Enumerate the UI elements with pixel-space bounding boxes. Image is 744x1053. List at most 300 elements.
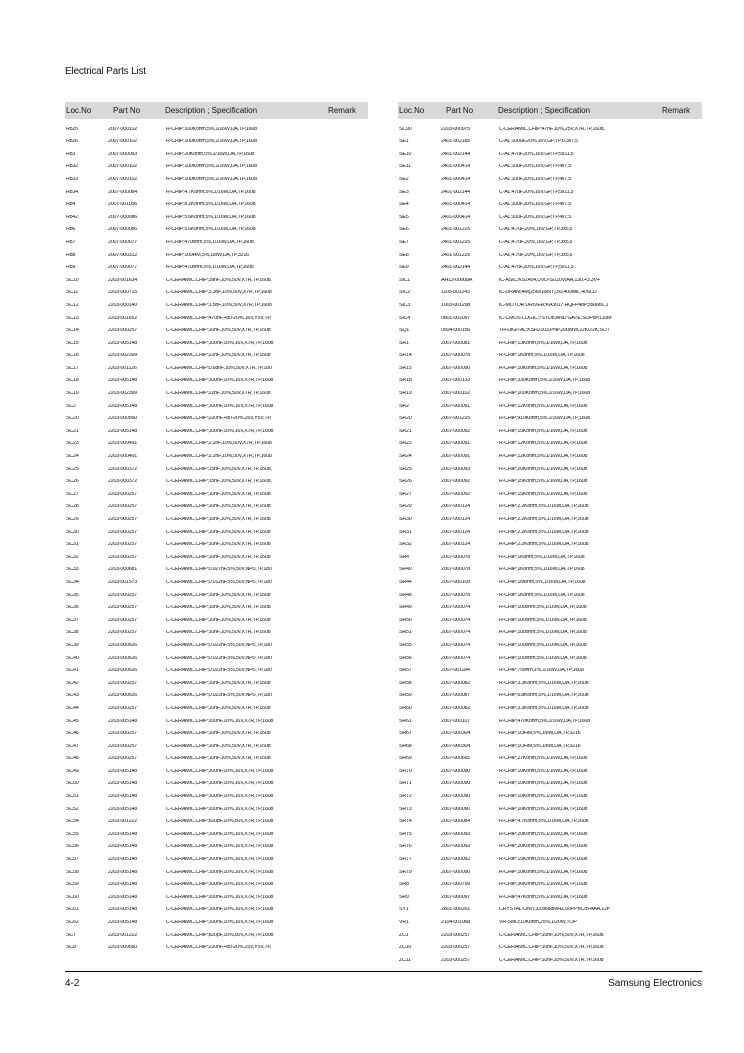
cell-loc: SC33 bbox=[66, 567, 79, 573]
cell-part: 2203-000975 bbox=[441, 126, 471, 132]
cell-part: 2007-000107 bbox=[441, 718, 471, 724]
cell-loc: SC7 bbox=[66, 932, 76, 938]
cell-desc: C-CERAMIC,CHIP;0.022nF,5%,50V,NP0,TP,180 bbox=[166, 693, 272, 699]
cell-loc: SR72 bbox=[399, 794, 412, 800]
table-row bbox=[398, 199, 702, 212]
table-row bbox=[398, 702, 702, 715]
table-row bbox=[398, 375, 702, 388]
cell-loc: SR58 bbox=[399, 680, 412, 686]
cell-desc: C-CERAMIC,CHIP;10nF,10%,50V,X7R,TP,1608 bbox=[499, 957, 604, 963]
table-row bbox=[398, 576, 702, 589]
cell-desc: C-CERAMIC,CHIP;0.022nF,5%,50V,NP0,TP,180 bbox=[166, 668, 272, 674]
cell-desc: R-CHIP;1Kohm,5%,1/16W,DA,TP,1608 bbox=[499, 554, 585, 560]
table-row bbox=[65, 413, 368, 426]
col-header-part: Part No bbox=[113, 106, 141, 115]
cell-desc: C-CERAMIC,CHIP;10nF,10%,50V,X7R,TP,1608 bbox=[166, 680, 271, 686]
cell-loc: SC90 bbox=[399, 126, 412, 132]
cell-loc: SC21 bbox=[66, 428, 79, 434]
cell-desc: C-CERAMIC,CHIP;10nF,10%,50V,X7R,TP,1608 bbox=[166, 504, 271, 510]
cell-desc: R-CHIP;12Kohm,5%,1/16W,DA,TP,1608 bbox=[499, 403, 588, 409]
table-row bbox=[398, 853, 702, 866]
cell-part: 2007-000091 bbox=[441, 403, 471, 409]
table-row bbox=[65, 816, 368, 829]
table-row bbox=[398, 614, 702, 627]
cell-desc: R-CHIP;330Kohm,5%,1/16W,DA,TP,1608 bbox=[499, 378, 590, 384]
table-row bbox=[398, 916, 702, 929]
cell-part: 2203-000140 bbox=[108, 302, 138, 308]
table-row bbox=[398, 564, 702, 577]
table-row bbox=[398, 387, 702, 400]
cell-desc: R-CHIP;20Kohm,5%,1/16W,DA,TP,1608 bbox=[499, 466, 588, 472]
cell-desc: R-CHIP;2.2Kohm,5%,1/16W,DA,TP,1608 bbox=[499, 504, 589, 510]
cell-part: 2203-000257 bbox=[441, 957, 471, 963]
cell-desc: R-CHIP;2.2Kohm,5%,1/16W,DA,TP,1608 bbox=[499, 542, 589, 548]
cell-part: 2007-000074 bbox=[441, 655, 471, 661]
col-header-desc: Description ; Specification bbox=[165, 106, 258, 115]
table-row bbox=[65, 463, 368, 476]
cell-loc: SC52 bbox=[66, 806, 79, 812]
cell-desc: C-CERAMIC,CHIP;100nF,10%,16V,X7R,TP,1608 bbox=[166, 882, 274, 888]
cell-loc: SC42 bbox=[66, 680, 79, 686]
cell-part: 2007-000090 bbox=[441, 806, 471, 812]
cell-loc: SE10 bbox=[399, 151, 412, 157]
table-row bbox=[65, 879, 368, 892]
table-row bbox=[65, 929, 368, 942]
table-row bbox=[65, 136, 368, 149]
cell-desc: R-CHIP;100HM,5%,1/8W,DA,TP,3216 bbox=[166, 252, 249, 258]
brand-name: Samsung Electronics bbox=[608, 978, 702, 989]
cell-part: 2007-000124 bbox=[441, 517, 471, 522]
cell-desc: R-CHIP;100ohm,5%,1/16W,DA,TP,1608 bbox=[499, 617, 587, 623]
cell-loc: SE3 bbox=[399, 189, 409, 195]
table-row bbox=[65, 652, 368, 665]
table-row bbox=[398, 362, 702, 375]
cell-loc: SC11 bbox=[66, 290, 79, 296]
cell-loc: SR27 bbox=[399, 491, 412, 497]
cell-desc: R-CHIP;1Kohm,5%,1/16W,DA,TP,1608 bbox=[499, 353, 585, 359]
table-row bbox=[65, 337, 368, 350]
table-body bbox=[398, 123, 702, 967]
cell-loc: SC41 bbox=[66, 668, 79, 674]
table-row bbox=[65, 614, 368, 627]
cell-part: 2203-000257 bbox=[108, 680, 138, 686]
table-row bbox=[398, 551, 702, 564]
table-row bbox=[398, 450, 702, 463]
cell-part: 2007-000090 bbox=[441, 365, 471, 371]
cell-part: 2203-000257 bbox=[108, 328, 138, 334]
cell-part: 2007-000084 bbox=[441, 819, 471, 825]
table-row bbox=[65, 690, 368, 703]
cell-part: 2401-001225 bbox=[441, 252, 471, 258]
table-row bbox=[65, 450, 368, 463]
cell-loc: SR20 bbox=[399, 416, 412, 422]
cell-desc: C-CERAMIC,CHIP;47nF,10%,25V,X7R,TP,1608, bbox=[499, 126, 605, 132]
cell-loc: SY1 bbox=[399, 907, 409, 913]
cell-part: 2007-000093 bbox=[441, 466, 471, 472]
cell-loc: SR9 bbox=[399, 894, 409, 900]
cell-desc: R-CHIP;10Kohm,5%,1/16W,DA,TP,1608 bbox=[499, 869, 588, 875]
cell-part: 2007-000074 bbox=[441, 605, 471, 611]
cell-part: 2007-000093 bbox=[108, 151, 138, 157]
cell-part: 2007-000093 bbox=[441, 831, 471, 837]
cell-loc: R86 bbox=[66, 227, 76, 233]
table-row bbox=[65, 778, 368, 791]
cell-loc: SC56 bbox=[66, 844, 79, 850]
cell-part: 2007-000077 bbox=[108, 239, 138, 245]
cell-part: 2007-000074 bbox=[441, 642, 471, 648]
col-header-remark: Remark bbox=[662, 106, 691, 115]
cell-part: 2203-005148 bbox=[108, 806, 138, 812]
col-header-loc: Loc.No bbox=[66, 106, 92, 115]
cell-part: 2203-000626 bbox=[108, 655, 138, 661]
cell-part: 2203-000257 bbox=[108, 605, 138, 611]
table-row bbox=[398, 224, 702, 237]
cell-desc: C-CERAMIC,CHIP;100nF,10%,16V,X7R,TP,1608 bbox=[166, 806, 274, 812]
cell-desc: C-CERAMIC,CHIP;10nF,10%,50V,X7R,TP,1608 bbox=[166, 554, 271, 560]
cell-loc: SC31 bbox=[66, 542, 79, 548]
cell-part: 2203-005148 bbox=[108, 794, 138, 800]
cell-loc: SR70 bbox=[399, 768, 412, 774]
cell-loc: SE11 bbox=[399, 164, 411, 170]
cell-part: 2007-000124 bbox=[441, 542, 471, 548]
table-row bbox=[398, 715, 702, 728]
cell-part: 2203-005148 bbox=[108, 844, 138, 850]
cell-loc: SC40 bbox=[66, 655, 79, 661]
cell-loc: SE7 bbox=[399, 239, 409, 245]
cell-desc: C-CERAMIC,CHIP;10nF,10%,50V,X7R,TP,1608 bbox=[166, 605, 271, 611]
cell-part: 2007-000074 bbox=[441, 630, 471, 636]
table-row bbox=[65, 740, 368, 753]
cell-part: 2401-002144 bbox=[441, 151, 471, 157]
cell-part: 2007-000124 bbox=[441, 529, 471, 535]
cell-part: 2007-000097 bbox=[441, 894, 471, 900]
cell-part: 2203-000257 bbox=[441, 945, 471, 951]
cell-part: 2007-000109 bbox=[441, 579, 471, 585]
cell-desc: C-CERAMIC,CHIP;100nF,10%,16V,X7R,TP,1608 bbox=[166, 378, 274, 384]
cell-desc: R-CHIP;15Kohm,5%,1/16W,DA,TP,1608 bbox=[499, 491, 588, 497]
cell-desc: R-CHIP;6.8Kohm,5%,1/16W,DA,TP,1608 bbox=[499, 693, 589, 699]
cell-part: 2401-000414 bbox=[441, 214, 471, 220]
table-row bbox=[65, 488, 368, 501]
cell-desc: IC-MOTOR DRIVER;KA3017,HQFP48P,550MIL,1 bbox=[499, 302, 609, 308]
cell-desc: R-CHIP;4.7Kohm,5%,1/16W,DA,TP,1608 bbox=[166, 189, 256, 195]
cell-loc: VR1 bbox=[399, 920, 409, 925]
cell-loc: SR51 bbox=[399, 630, 412, 636]
cell-loc: ZC1 bbox=[399, 932, 409, 938]
table-row bbox=[398, 816, 702, 829]
cell-desc: C-CERAMIC,CHIP;0.022nF,5%,50V,NP0,TP,180 bbox=[166, 655, 272, 661]
cell-loc: R833 bbox=[66, 176, 78, 182]
cell-desc: C-CERAMIC,CHIP;22nF,10%,50V,X7R,TP,1608 bbox=[166, 391, 271, 397]
table-row bbox=[398, 262, 702, 275]
table-row bbox=[65, 262, 368, 275]
cell-loc: SC28 bbox=[66, 504, 79, 510]
cell-loc: SR44 bbox=[399, 579, 412, 585]
cell-part: 2203-005148 bbox=[108, 882, 138, 888]
cell-desc: C-CERAMIC,CHIP;100nF,10%,16V,X7R,TP,1608 bbox=[166, 907, 274, 913]
cell-part: 2401-002185 bbox=[441, 139, 471, 145]
cell-part: 2203-005148 bbox=[108, 378, 138, 384]
table-row bbox=[65, 753, 368, 766]
table-row bbox=[65, 476, 368, 489]
table-header bbox=[65, 102, 368, 119]
table-row bbox=[65, 677, 368, 690]
cell-loc: SR71 bbox=[399, 781, 412, 787]
table-row bbox=[398, 942, 702, 955]
cell-part: 2203-001222 bbox=[108, 819, 138, 825]
cell-part: AH13-00008A bbox=[441, 277, 473, 283]
cell-loc: SR68 bbox=[399, 743, 412, 749]
cell-part: 2203-000257 bbox=[108, 731, 138, 737]
cell-loc: SR14 bbox=[399, 353, 412, 359]
cell-part: 2007-000799 bbox=[441, 882, 471, 888]
cell-loc: SR24 bbox=[399, 454, 412, 460]
cell-loc: R834 bbox=[66, 189, 78, 195]
cell-desc: R-CHIP;2.2Kohm,5%,1/16W,DA,TP,1608 bbox=[499, 517, 589, 522]
cell-part: 2203-005148 bbox=[108, 869, 138, 875]
cell-part: 2401-000414 bbox=[441, 202, 471, 208]
table-row bbox=[398, 501, 702, 514]
cell-part: 2007-000090 bbox=[441, 781, 471, 787]
table-row bbox=[65, 602, 368, 615]
table-row bbox=[65, 274, 368, 287]
cell-desc: C-AL;47uF,20%,16V,GP,TP,5x11,5 bbox=[499, 151, 574, 157]
cell-part: 2203-001652 bbox=[108, 315, 138, 321]
cell-desc: R-CHIP;2.2Kohm,5%,1/16W,DA,TP,1608 bbox=[499, 529, 589, 535]
cell-part: 2007-000091 bbox=[441, 454, 471, 460]
cell-loc: SR18 bbox=[399, 378, 412, 384]
cell-desc: C-CERAMIC,CHIP;100nF,10%,16V,X7R,TP,1608 bbox=[166, 831, 274, 837]
cell-part: 2007-000082 bbox=[441, 705, 471, 711]
cell-loc: R83 bbox=[66, 151, 76, 157]
cell-part: 2007-000086 bbox=[108, 214, 138, 220]
table-row bbox=[65, 576, 368, 589]
cell-desc: C-AL;100uF,20%,16V,GP,TP,6.3x7,5 bbox=[499, 139, 578, 145]
cell-part: 2007-000091 bbox=[441, 441, 471, 447]
cell-desc: C-CERAMIC,CHIP;0.68nF,10%,50V,X7R,TP,180 bbox=[166, 365, 272, 371]
cell-desc: C-CERAMIC,CHIP;10nF,10%,50V,X7R,TP,1608 bbox=[166, 517, 271, 522]
table-row bbox=[398, 828, 702, 841]
table-row bbox=[398, 602, 702, 615]
cell-loc: SR23 bbox=[399, 441, 412, 447]
cell-loc: SC47 bbox=[66, 743, 79, 749]
cell-part: 2401-000414 bbox=[441, 164, 471, 170]
cell-desc: R-CHIP;100Kohm,5%,1/16W,DA,TP,1608 bbox=[166, 164, 257, 170]
table-row bbox=[398, 879, 702, 892]
cell-loc: SR61 bbox=[399, 718, 412, 724]
cell-desc: R-CHIP;910Kohm,5%,1/16W,DA,TP,1608 bbox=[499, 416, 590, 422]
cell-desc: C-CERAMIC,CHIP;820pF,10%,50V,X7R,TP,1608 bbox=[166, 819, 274, 825]
cell-part: 2007-000086 bbox=[108, 227, 138, 233]
table-row bbox=[398, 123, 702, 136]
cell-part: 2007-000093 bbox=[441, 844, 471, 850]
cell-desc: R-CHIP;20Kohm,5%,1/16W,DA,TP,1608 bbox=[499, 831, 588, 837]
cell-part: 2007-000074 bbox=[441, 617, 471, 623]
cell-desc: R-CHIP;10Kohm,5%,1/16W,DA,TP,1608 bbox=[499, 794, 588, 800]
table-row bbox=[65, 853, 368, 866]
table-row bbox=[398, 161, 702, 174]
cell-loc: SC8 bbox=[66, 945, 76, 951]
cell-part: 2401-001225 bbox=[441, 239, 471, 245]
cell-part: 0504-000156 bbox=[441, 328, 471, 334]
col-header-desc: Description ; Specification bbox=[498, 106, 591, 115]
table-row bbox=[398, 753, 702, 766]
table-row bbox=[65, 627, 368, 640]
cell-desc: IC-CMOS LOGIC;7STO8,AND GATE,SOP8P,110M bbox=[499, 315, 612, 321]
table-row bbox=[65, 942, 368, 955]
table-row bbox=[398, 765, 702, 778]
table-row bbox=[65, 916, 368, 929]
cell-loc: SC10 bbox=[66, 277, 79, 283]
cell-desc: CRYSTAL-UNIT;33.8688MHZ,50PPM,28-AAA,12P bbox=[499, 907, 611, 913]
cell-desc: C-AL;47uF,20%,16V,GP,TP,5x11,5 bbox=[499, 189, 574, 195]
cell-part: 2203-005148 bbox=[108, 768, 138, 774]
table-row bbox=[65, 526, 368, 539]
table-row bbox=[65, 236, 368, 249]
cell-desc: C-CERAMIC,CHIP;10nF,10%,50V,X7R,TP,1608 bbox=[166, 743, 271, 749]
cell-desc: R-CHIP;100Kohm,5%,1/16W,DA,TP,1608 bbox=[166, 176, 257, 182]
table-row bbox=[398, 312, 702, 325]
cell-desc: R-CHIP;20Kohm,5%,1/16W,DA,TP,1608 bbox=[499, 844, 588, 850]
cell-desc: C-AL;4.7uF,20%,16V,GP,TP,3x5,5 bbox=[499, 227, 573, 233]
cell-part: 2203-005148 bbox=[108, 718, 138, 724]
table-row bbox=[65, 148, 368, 161]
cell-loc: SC60 bbox=[66, 894, 79, 900]
cell-desc: IC-ASIC;KS1454,DVD-S/110V/AA,130,+3.3V+ bbox=[499, 277, 600, 283]
cell-desc: R-CHIP;5.6Kohm,5%,1/16W,DA,TP,1608 bbox=[166, 214, 256, 220]
table-row bbox=[398, 249, 702, 262]
cell-desc: R-CHIP;75ohm,1%,1/16W,DA,TP,1608 bbox=[499, 668, 584, 674]
table-row bbox=[65, 211, 368, 224]
cell-desc: R-CHIP;15Kohm,5%,1/16W,DA,TP,1608 bbox=[499, 428, 588, 434]
cell-part: 2401-002144 bbox=[441, 189, 471, 195]
cell-desc: C-AL;4.7uF,20%,16V,GP,TP,3x5,5 bbox=[499, 239, 573, 245]
cell-desc: R-CHIP;27Kohm,5%,1/16W,DA,TP,1608 bbox=[499, 756, 588, 762]
cell-loc: SC18 bbox=[66, 378, 79, 384]
cell-desc: C-CERAMIC,CHIP;10nF,10%,50V,X7R,TP,1608 bbox=[166, 731, 271, 737]
cell-desc: C-CERAMIC,CHIP;100nF,10%,16V,X7R,TP,1608 bbox=[166, 781, 274, 787]
cell-loc: SE6 bbox=[399, 227, 409, 233]
cell-part: 2203-000626 bbox=[108, 693, 138, 699]
table-row bbox=[398, 513, 702, 526]
table-row bbox=[398, 891, 702, 904]
cell-part: 2203-005148 bbox=[108, 894, 138, 900]
cell-loc: SC30 bbox=[66, 529, 79, 535]
cell-loc: SC48 bbox=[66, 756, 79, 762]
cell-desc: R-CHIP;470ohm,5%,1/16W,DA,TP,1608 bbox=[166, 265, 254, 271]
cell-desc: R-CHIP;1Kohm,5%,1/16W,DA,TP,1608 bbox=[499, 592, 585, 598]
cell-part: 2203-000257 bbox=[108, 705, 138, 711]
table-row bbox=[398, 866, 702, 879]
cell-loc: R88 bbox=[66, 252, 76, 258]
cell-loc: SR49 bbox=[399, 605, 412, 611]
cell-part: 2007-000304 bbox=[441, 731, 471, 737]
cell-loc: SR59 bbox=[399, 693, 412, 699]
table-row bbox=[398, 413, 702, 426]
cell-loc: SC20 bbox=[66, 416, 79, 422]
cell-loc: SR1 bbox=[399, 340, 409, 346]
cell-desc: R-CHIP;12Kohm,5%,1/16W,DA,TP,1608 bbox=[499, 454, 588, 460]
cell-part: 2203-000626 bbox=[108, 668, 138, 674]
cell-desc: C-CERAMIC,CHIP;10nF,10%,50V,X7R,TP,1608 bbox=[166, 529, 271, 535]
cell-desc: C-CERAMIC,CHIP;100nF,10%,16V,X7R,TP,1608 bbox=[166, 768, 274, 774]
cell-part: 2401-000414 bbox=[441, 176, 471, 182]
cell-loc: SC36 bbox=[66, 605, 79, 611]
table-row bbox=[398, 778, 702, 791]
cell-desc: R-CHIP;470ohm,5%,1/16W,DA,TP,1608 bbox=[166, 239, 254, 245]
cell-desc: R-CHIP;100ohm,5%,1/16W,DA,TP,1608 bbox=[499, 630, 587, 636]
cell-loc: SR67 bbox=[399, 731, 412, 737]
cell-part: 0801-002097 bbox=[441, 315, 471, 321]
cell-desc: R-CHIP;10Kohm,5%,1/16W,DA,TP,1608 bbox=[499, 768, 588, 774]
cell-desc: C-CERAMIC,CHIP;10nF,10%,50V,X7R,TP,1608 bbox=[499, 945, 604, 951]
table-row bbox=[65, 312, 368, 325]
cell-desc: R-CHIP;1Mohm,5%,1/16W,DA,TP,1608 bbox=[499, 579, 586, 585]
cell-part: 2007-000312 bbox=[108, 252, 138, 258]
cell-part: 2203-005148 bbox=[108, 428, 138, 434]
cell-desc: R-CHIP;10Kohm,5%,1/16W,DA,TP,1608 bbox=[499, 365, 588, 371]
cell-desc: C-AL;10uF,20%,16V,GP,TP,4x7,5 bbox=[499, 164, 572, 170]
table-row bbox=[65, 904, 368, 917]
cell-loc: SR15 bbox=[399, 365, 412, 371]
cell-loc: R89 bbox=[66, 265, 76, 271]
cell-part: 2007-000102 bbox=[108, 126, 138, 132]
cell-desc: VR-SMD;10Kohm,25%,1/20W,TOP bbox=[499, 920, 577, 925]
cell-part: 2203-000257 bbox=[108, 517, 138, 522]
table-row bbox=[398, 438, 702, 451]
cell-part: 2203-002399 bbox=[108, 353, 138, 359]
cell-part: 2007-000082 bbox=[441, 680, 471, 686]
table-row bbox=[65, 564, 368, 577]
cell-loc: SC62 bbox=[66, 920, 79, 925]
table-row bbox=[65, 665, 368, 678]
cell-desc: C-AL;47uF,20%,16V,GP,TP,5x11,5 bbox=[499, 265, 574, 271]
cell-loc: SR60 bbox=[399, 705, 412, 711]
cell-desc: C-CERAMIC,CHIP;39nF,10%,50V,X7R,TP,1608, bbox=[166, 277, 272, 283]
cell-part: 2007-000084 bbox=[108, 189, 138, 195]
cell-desc: C-CERAMIC,CHIP;0.027nF,5%,50V,NP0,TP,180 bbox=[166, 567, 272, 573]
cell-loc: R87 bbox=[66, 239, 76, 245]
cell-desc: R-CHIP;13Kohm,5%,1/16W,DA,TP,1608 bbox=[499, 340, 588, 346]
cell-desc: R-CHIP;100ohm,5%,1/16W,DA,TP,1608 bbox=[499, 655, 587, 661]
table-row bbox=[398, 690, 702, 703]
cell-loc: SR8 bbox=[399, 882, 409, 888]
table-row bbox=[398, 186, 702, 199]
parts-table-right bbox=[398, 102, 702, 967]
cell-part: 2007-000102 bbox=[108, 139, 138, 145]
cell-desc: R-CHIP;8.2Kohm,5%,1/16W,DA,TP,1608 bbox=[166, 202, 256, 208]
col-header-part: Part No bbox=[446, 106, 474, 115]
cell-loc: SR69 bbox=[399, 756, 412, 762]
table-row bbox=[65, 551, 368, 564]
cell-desc: C-AL;10uF,20%,16V,GP,TP,4x7,5 bbox=[499, 176, 572, 182]
table-row bbox=[65, 715, 368, 728]
cell-loc: R826 bbox=[66, 139, 78, 145]
cell-desc: R-CHIP;100Kohm,5%,1/16W,DA,TP,1608 bbox=[166, 139, 257, 145]
cell-desc: R-CHIP;1OHM,5%,1/8W,DA,TP,3216 bbox=[499, 743, 581, 749]
table-row bbox=[398, 627, 702, 640]
cell-part: 2007-000078 bbox=[441, 592, 471, 598]
table-row bbox=[398, 476, 702, 489]
cell-desc: C-CERAMIC,CHIP;100nF,10%,16V,X7R,TP,1608 bbox=[166, 844, 274, 850]
table-row bbox=[65, 350, 368, 363]
cell-part: 2203-000257 bbox=[108, 542, 138, 548]
cell-part: 2007-000078 bbox=[441, 554, 471, 560]
cell-desc: R-CHIP;470Kohm,5%,1/16W,DA,TP,1608 bbox=[499, 718, 590, 724]
table-row bbox=[65, 186, 368, 199]
cell-loc: SC19 bbox=[66, 391, 79, 397]
cell-desc: R-CHIP;1Kohm,5%,1/16W,DA,TP,1608 bbox=[499, 567, 585, 573]
